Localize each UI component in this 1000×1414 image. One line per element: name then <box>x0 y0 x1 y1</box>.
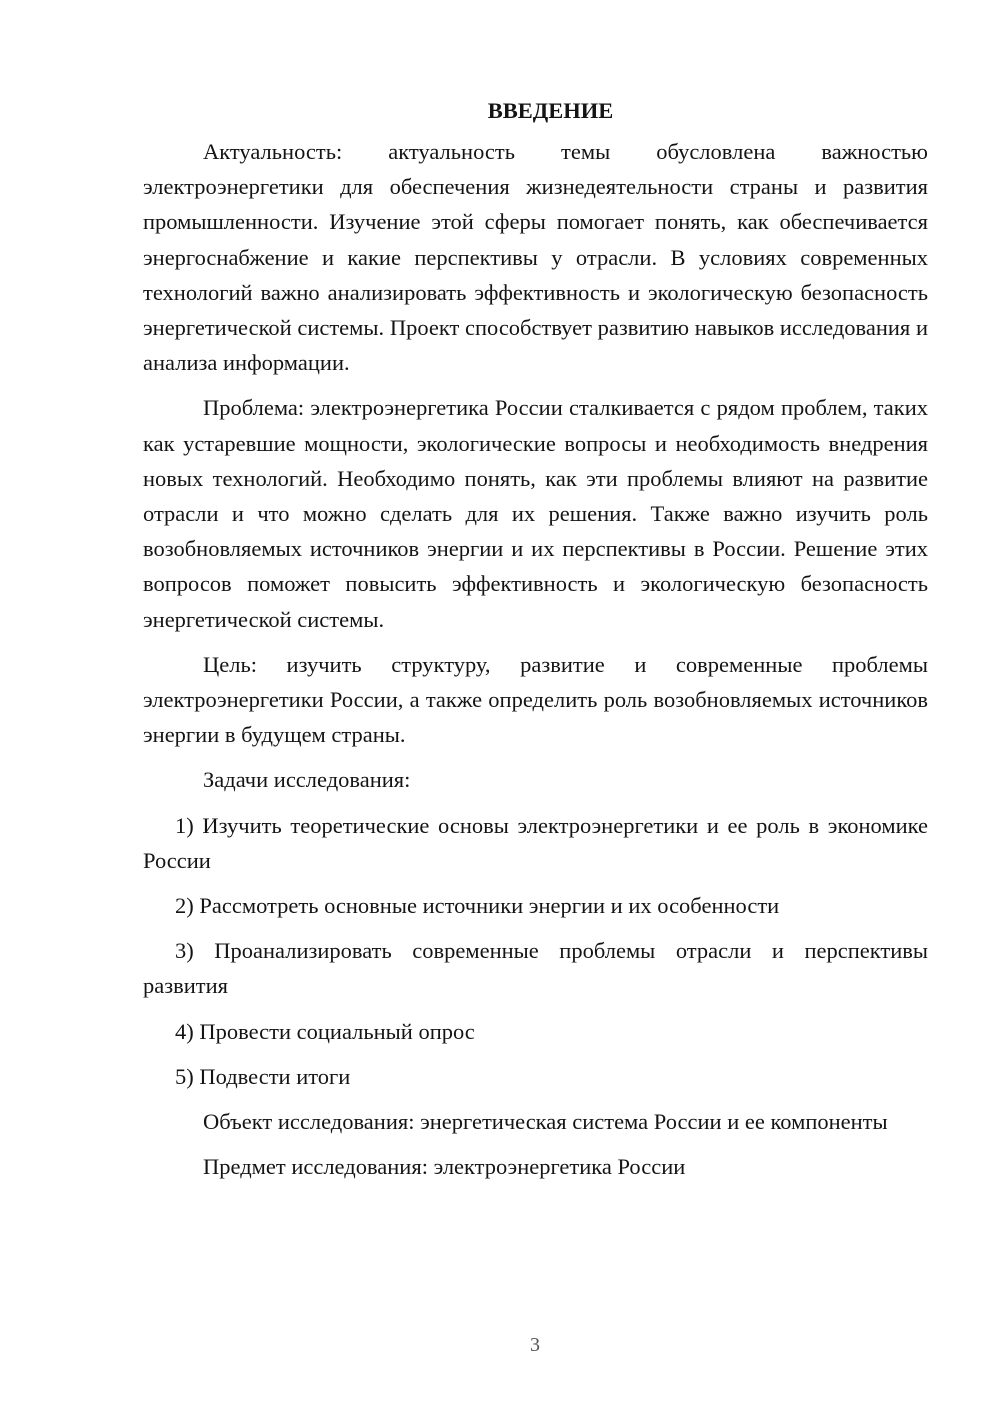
problem-paragraph: Проблема: электроэнергетика России сталкивается с рядом проблем, таких как устаревшие мощности, экологические вопросы и необходимость внедрения новых технологий. Необходимо понять, как эти проблемы влияют на развитие отрасли и что можно сделать для их решения. Также важно изучить роль возобновляемых источников энергии и их перспективы в России. Решение этих вопросов поможет повысить эффективность и экологическую безопасность энергетической системы. <box>143 395 928 632</box>
task-item: 5) Подвести итоги <box>175 1063 351 1089</box>
relevance-paragraph: Актуальность: актуальность темы обусловлена важностью электроэнергетики для обеспечения жизнедеятельности страны и развития промышленности. Изучение этой сферы помогает понять, как обеспечивается энергоснабжение и какие перспективы у отрасли. В условиях современных технологий важно анализировать эффективность и экологическую безопасность энергетической системы. Проект способствует развитию навыков исследования и анализа информации. <box>143 139 928 376</box>
object-paragraph: Объект исследования: энергетическая система России и ее компоненты <box>203 1109 888 1135</box>
page-content <box>143 92 928 1194</box>
subject-paragraph: Предмет исследования: электроэнергетика России <box>203 1154 686 1180</box>
section-title: ВВЕДЕНИЕ <box>487 98 614 123</box>
page-number: 3 <box>530 1334 540 1356</box>
task-item: 3) Проанализировать современные проблемы отрасли и перспективы развития <box>143 938 928 999</box>
tasks-heading: Задачи исследования: <box>203 767 411 793</box>
task-item: 4) Провести социальный опрос <box>175 1018 475 1044</box>
goal-paragraph: Цель: изучить структуру, развитие и современные проблемы электроэнергетики России, а также определить роль возобновляемых источников энергии в будущем страны. <box>143 651 928 748</box>
task-item: 2) Рассмотреть основные источники энергии и их особенности <box>175 893 780 919</box>
task-item: 1) Изучить теоретические основы электроэнергетики и ее роль в экономике России <box>143 812 928 873</box>
